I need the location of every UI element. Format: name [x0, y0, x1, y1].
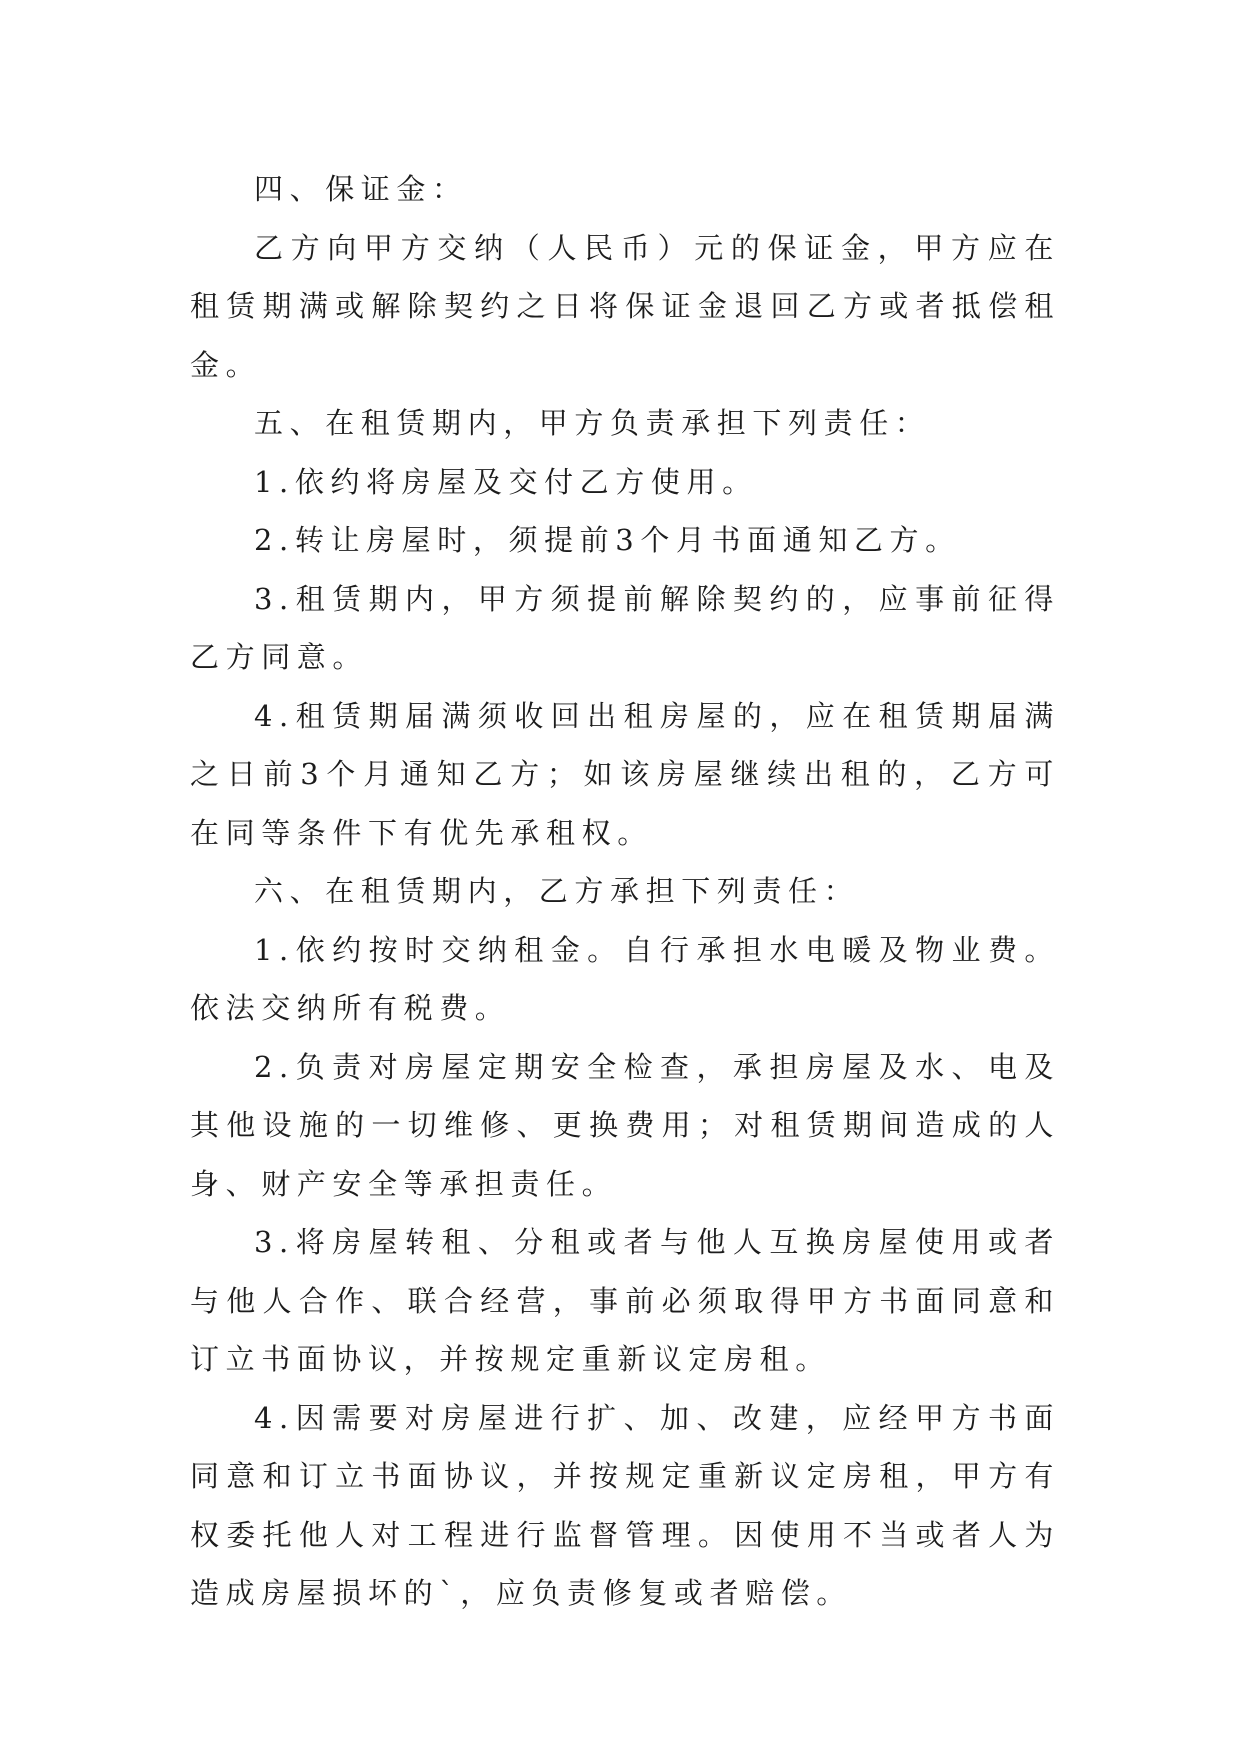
lessee-duty-item-4: 4.因需要对房屋进行扩、加、改建，应经甲方书面同意和订立书面协议，并按规定重新议定房租，甲方有权委托他人对工程进行监督管理。因使用不当或者人为造成房屋损坏的`，应负责修复或者赔偿。 — [190, 1400, 1060, 1610]
lessee-duty-item-1: 1.依约按时交纳租金。自行承担水电暖及物业费。依法交纳所有税费。 — [190, 932, 1060, 1025]
section-heading-lessor-duties: 五、在租赁期内，甲方负责承担下列责任： — [254, 406, 931, 440]
lessee-duty-item-3: 3.将房屋转租、分租或者与他人互换房屋使用或者与他人合作、联合经营，事前必须取得甲方书面同意和订立书面协议，并按规定重新议定房租。 — [190, 1225, 1060, 1376]
lessor-duty-item-3: 3.租赁期内，甲方须提前解除契约的，应事前征得乙方同意。 — [190, 581, 1060, 674]
lessor-duty-item-1: 1.依约将房屋及交付乙方使用。 — [254, 464, 758, 499]
paragraph-deposit-terms: 乙方向甲方交纳（人民币）元的保证金，甲方应在租赁期满或解除契约之日将保证金退回乙方或者抵偿租金。 — [190, 230, 1060, 382]
lessor-duty-item-2: 2.转让房屋时，须提前3个月书面通知乙方。 — [254, 523, 961, 557]
section-heading-lessee-duties: 六、在租赁期内，乙方承担下列责任： — [254, 874, 860, 908]
lessee-duty-item-2: 2.负责对房屋定期安全检查，承担房屋及水、电及其他设施的一切维修、更换费用；对租赁期间造成的人身、财产安全等承担责任。 — [190, 1049, 1060, 1201]
document-body — [190, 160, 1060, 1623]
lessor-duty-item-4: 4.租赁期届满须收回出租房屋的，应在租赁期届满之日前3个月通知乙方；如该房屋继续出租的，乙方可在同等条件下有优先承租权。 — [190, 698, 1060, 850]
section-heading-deposit: 四、保证金： — [254, 172, 468, 206]
